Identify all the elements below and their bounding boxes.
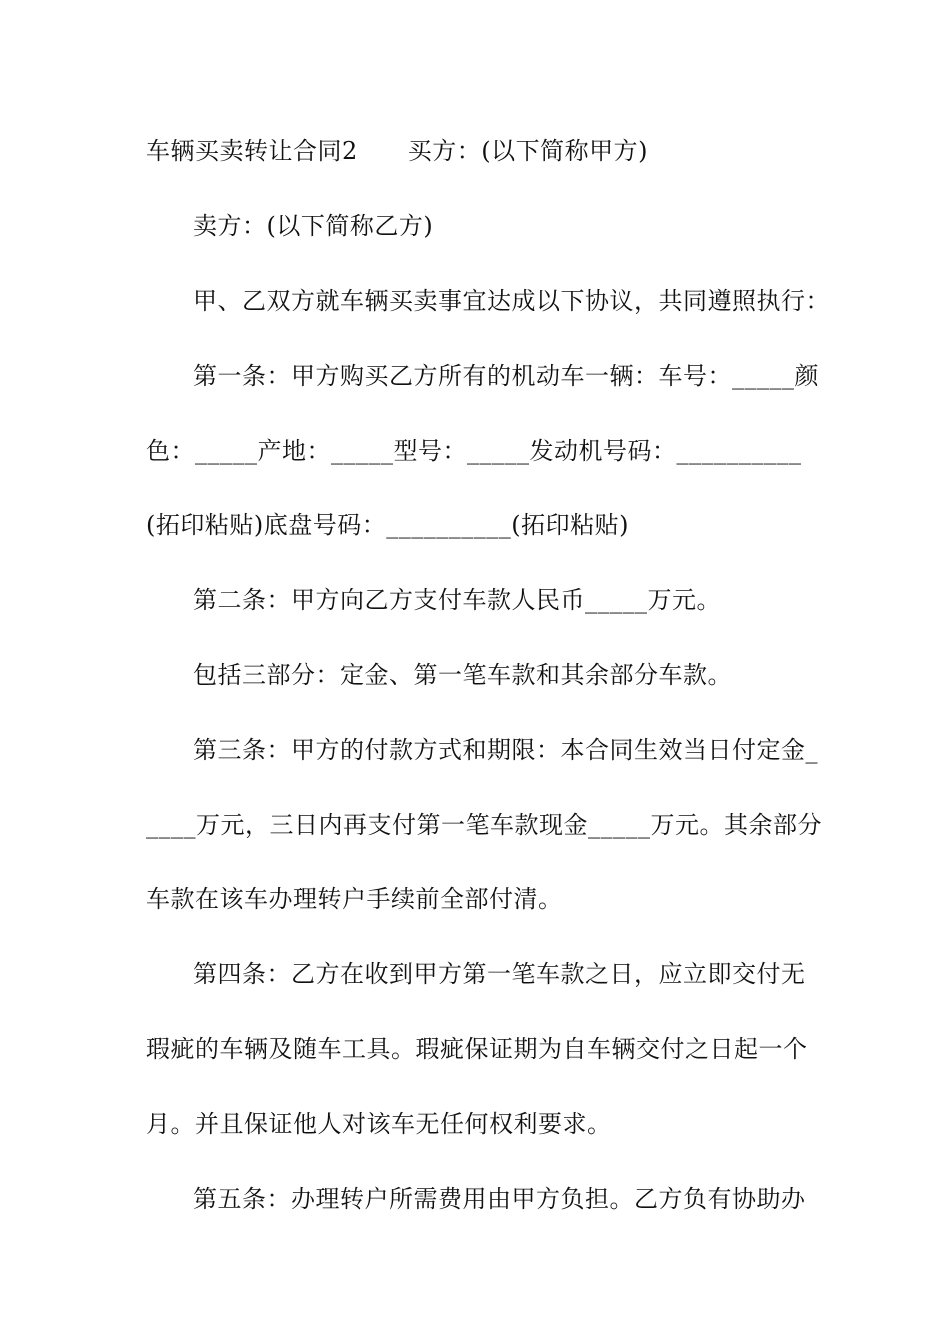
article-4-line-3: 月。并且保证他人对该车无任何权利要求。 xyxy=(146,1110,612,1138)
article-2-line-1: 第二条：甲方向乙方支付车款人民币_____万元。 xyxy=(193,586,721,614)
article-1-line-2: 色：_____产地：_____型号：_____发动机号码：__________ xyxy=(146,437,802,465)
article-3-line-1: 第三条：甲方的付款方式和期限：本合同生效当日付定金_ xyxy=(193,736,818,764)
article-2-line-2: 包括三部分：定金、第一笔车款和其余部分车款。 xyxy=(193,661,732,689)
article-1-line-3: (拓印粘贴)底盘号码：__________(拓印粘贴) xyxy=(146,511,629,539)
article-4-line-2: 瑕疵的车辆及随车工具。瑕疵保证期为自车辆交付之日起一个 xyxy=(146,1035,808,1063)
title-line xyxy=(146,134,810,168)
document-title: 车辆买卖转让合同2 xyxy=(146,137,358,165)
article-5-line-1: 第五条：办理转户所需费用由甲方负担。乙方负有协助办 xyxy=(193,1185,806,1213)
agreement-intro: 甲、乙双方就车辆买卖事宜达成以下协议，共同遵照执行： xyxy=(193,287,830,315)
buyer-line: 买方：(以下简称甲方) xyxy=(407,137,649,165)
seller-line: 卖方：(以下简称乙方) xyxy=(193,212,434,240)
article-3-line-2: ____万元，三日内再支付第一笔车款现金_____万元。其余部分 xyxy=(146,811,822,839)
article-3-line-3: 车款在该车办理转户手续前全部付清。 xyxy=(146,885,563,913)
article-4-line-1: 第四条：乙方在收到甲方第一笔车款之日，应立即交付无 xyxy=(193,960,806,988)
article-1-line-1: 第一条：甲方购买乙方所有的机动车一辆：车号：_____颜 xyxy=(193,362,819,390)
